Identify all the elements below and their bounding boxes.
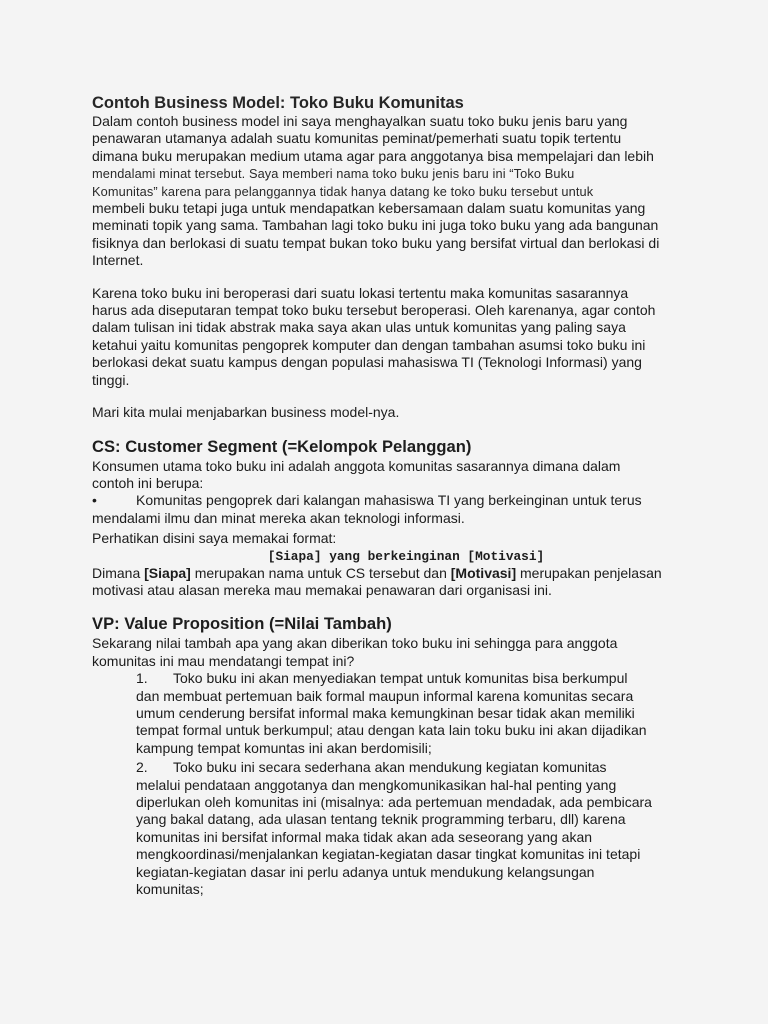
text-line: contoh ini berupa: <box>92 474 204 491</box>
text-line: kampung tempat komuntas ini akan berdomisili; <box>136 739 432 756</box>
bullet-text: Komunitas pengoprek dari kalangan mahasiswa TI yang berkeinginan untuk terus <box>136 492 642 509</box>
format-code: [Siapa] yang berkeinginan [Motivasi] <box>267 548 545 564</box>
text-line: Mari kita mulai menjabarkan business model-nya. <box>92 404 400 421</box>
text-line: komunitas; <box>136 881 204 898</box>
text-run: Dimana <box>92 564 145 581</box>
text-line: umum cenderung bersifat informal maka kemungkinan besar tidak akan memiliki <box>136 704 635 721</box>
list-item <box>136 759 692 898</box>
document-content <box>92 93 692 898</box>
text-line: penawaran utamanya adalah suatu komunitas peminat/pemerhati suatu topik tertentu <box>92 130 622 147</box>
section-gap <box>92 599 692 613</box>
list-number: 1. <box>136 670 148 687</box>
list-item <box>136 670 692 757</box>
vp-paragraph <box>92 635 692 670</box>
location-paragraph <box>92 285 692 389</box>
text-line: Internet. <box>92 252 144 269</box>
text-run: merupakan nama untuk CS tersebut dan <box>190 564 451 581</box>
text-line: Dalam contoh business model ini saya menghayalkan suatu toko buku jenis baru yang <box>92 113 628 129</box>
text-line: komunitas ini mau mendatangi tempat ini? <box>92 652 355 669</box>
list-number: 2. <box>136 759 148 776</box>
text-line: diperlukan oleh komunitas ini (misalnya: ada pertemuan mendadak, ada pembicara <box>136 794 652 810</box>
text-line: Komunitas” karena para pelanggannya tidak hanya datang ke toko buku tersebut untuk <box>92 183 594 199</box>
text-line: dimana buku merupakan medium utama agar para anggotanya bisa mempelajari dan lebih <box>92 147 654 164</box>
text-line: melalui pendataan anggotanya dan mengkomunikasikan hal-hal penting yang <box>136 776 617 793</box>
bullet-item <box>92 492 692 509</box>
format-explanation <box>92 565 692 582</box>
text-line: tempat formal untuk berkumpul; atau dengan kata lain toku buku ini akan dijadikan <box>136 722 647 739</box>
text-line: yang bakal datang, ada ulasan tentang teknik programming terbaru, dll) karena <box>136 811 626 828</box>
vp-heading: VP: Value Proposition (=Nilai Tambah) <box>92 614 392 634</box>
text-line: dan membuat pertemuan baik formal maupun informal karena komunitas secara <box>136 687 634 704</box>
text-line: mendalami minat tersebut. Saya memberi nama toko buku jenis baru ini “Toko Buku <box>92 166 575 182</box>
text-line: dalam tulisan ini tidak abstrak maka saya akan ulas untuk komunitas yang paling saya <box>92 319 626 336</box>
text-run: Toko buku ini akan menyediakan tempat untuk komunitas bisa berkumpul <box>173 670 628 687</box>
text-line: Perhatikan disini saya memakai format: <box>92 530 337 547</box>
text-line: berlokasi dekat suatu kampus dengan populasi mahasiswa TI (Teknologi Informasi) yang <box>92 354 642 371</box>
text-line: komunitas ini bersifat informal maka tidak akan ada seseorang yang akan <box>136 828 593 845</box>
text-line: motivasi atau alasan mereka mau memakai penawaran dari organisasi ini. <box>92 581 552 598</box>
cs-heading: CS: Customer Segment (=Kelompok Pelanggan) <box>92 436 472 456</box>
text-line: mendalami ilmu dan minat mereka akan teknologi informasi. <box>92 509 465 526</box>
vp-list <box>92 670 692 898</box>
motivasi-term: [Motivasi] <box>450 564 517 581</box>
text-line: Sekarang nilai tambah apa yang akan diberikan toko buku ini sehingga para anggota <box>92 635 618 652</box>
text-line: mengkoordinasi/menjalankan kegiatan-kegiatan dasar tingkat komunitas ini tetapi <box>136 846 641 863</box>
section-gap <box>92 422 692 436</box>
cs-paragraph <box>92 458 692 600</box>
text-line: harus ada diseputaran tempat toko buku tersebut beroperasi. Oleh karenanya, agar contoh <box>92 302 656 319</box>
text-line <box>136 759 692 776</box>
text-line: Konsumen utama toko buku ini adalah anggota komunitas sasarannya dimana dalam <box>92 457 621 474</box>
bullet-icon: • <box>92 492 97 509</box>
text-line: fisiknya dan berlokasi di suatu tempat bukan toko buku yang bersifat virtual dan berlokasi di <box>92 234 660 251</box>
intro-paragraph <box>92 113 692 270</box>
paragraph-gap <box>92 270 692 285</box>
document-title: Contoh Business Model: Toko Buku Komunitas <box>92 94 464 112</box>
text-line: Karena toko buku ini beroperasi dari suatu lokasi tertentu maka komunitas sasarannya <box>92 284 629 301</box>
text-line <box>136 670 692 687</box>
paragraph-gap <box>92 389 692 404</box>
text-line: tinggi. <box>92 371 130 388</box>
start-paragraph <box>92 404 692 421</box>
text-line: membeli buku tetapi juga untuk mendapatkan kebersamaan dalam suatu komunitas yang <box>92 200 646 217</box>
text-run: merupakan penjelasan <box>516 564 662 581</box>
text-line: meminati topik yang sama. Tambahan lagi toko buku ini juga toko buku yang ada bangunan <box>92 217 659 234</box>
siapa-term: [Siapa] <box>144 564 191 581</box>
text-line: ketahui yaitu komunitas pengoprek komputer dan dengan tambahan asumsi toko buku ini <box>92 336 646 353</box>
text-line: kegiatan-kegiatan dasar ini perlu adanya untuk mendukung kelangsungan <box>136 863 595 880</box>
text-run: Toko buku ini secara sederhana akan mendukung kegiatan komunitas <box>173 759 607 776</box>
